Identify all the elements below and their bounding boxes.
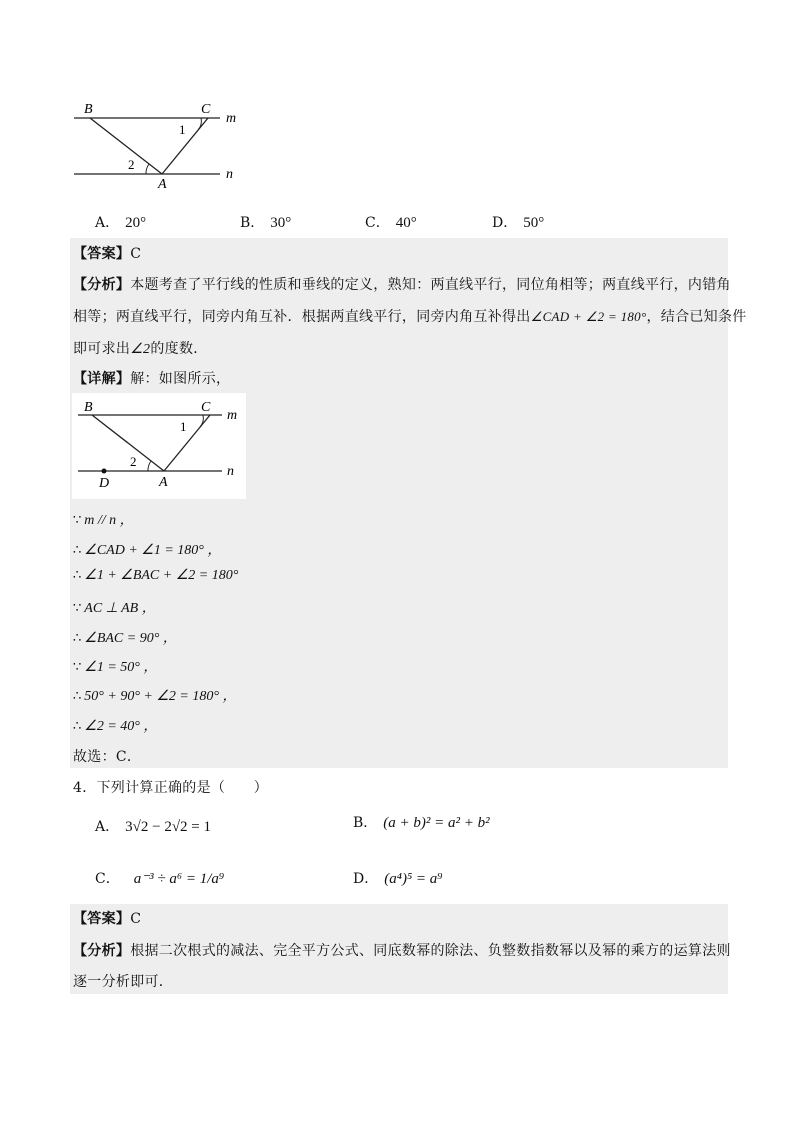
q3-analysis-line-3: 即可求出∠2的度数．: [73, 341, 208, 357]
q3-answer: 【答案】C: [73, 246, 142, 262]
q3-option-b: B． 30°: [240, 215, 292, 231]
proof-step-5: ∴ ∠BAC = 90° ，: [73, 631, 177, 646]
proof-step-7: ∴ 50° + 90° + ∠2 = 180° ，: [73, 689, 237, 704]
label-m: m: [226, 111, 237, 126]
q4-answer: 【答案】C: [73, 911, 142, 927]
q4-analysis-line-1: 【分析】根据二次根式的减法、完全平方公式、同底数幂的除法、负整数指数幂以及幂的乘方的运算法则: [73, 943, 731, 959]
q4-stem: 4．下列计算正确的是（ ）: [73, 780, 269, 796]
q4-option-a: A． 3√2 − 2√2 = 1: [95, 819, 212, 835]
geometry-figure-1: [70, 98, 250, 190]
label-B: B: [84, 400, 93, 415]
label-B: B: [84, 102, 93, 117]
q4-option-c: C． a⁻³ ÷ a⁶ = 1/a⁹: [95, 871, 225, 887]
label-m: m: [227, 408, 238, 423]
label-A: A: [159, 475, 168, 490]
proof-step-4: ∵ AC ⊥ AB ，: [73, 601, 156, 616]
label-C: C: [201, 400, 211, 415]
q3-option-a: A． 20°: [95, 215, 147, 231]
label-n: n: [226, 167, 233, 182]
label-C: C: [201, 102, 211, 117]
q3-conclusion: 故选：C．: [73, 749, 142, 765]
label-angle-2: 2: [130, 454, 137, 469]
label-D: D: [99, 476, 110, 491]
label-A: A: [158, 177, 167, 190]
geometry-figure-2: [72, 393, 246, 499]
label-angle-2: 2: [128, 157, 135, 172]
label-angle-1: 1: [179, 122, 186, 137]
proof-step-8: ∴ ∠2 = 40° ，: [73, 719, 158, 734]
proof-step-2: ∴ ∠CAD + ∠1 = 180° ，: [73, 543, 222, 558]
q4-analysis-line-2: 逐一分析即可．: [73, 974, 174, 990]
proof-step-1: ∵ m // n ，: [73, 513, 134, 528]
q3-analysis-line-2: 相等；两直线平行，同旁内角互补．根据两直线平行，同旁内角互补得出∠CAD + ∠2 = 180°，结合已知条件: [73, 309, 747, 325]
q4-option-b: B． (a + b)² = a² + b²: [353, 815, 490, 831]
q3-option-d: D． 50°: [492, 215, 545, 231]
label-n: n: [227, 464, 234, 479]
q3-analysis-line-1: 【分析】本题考查了平行线的性质和垂线的定义，熟知：两直线平行，同位角相等；两直线平行，内错角: [73, 277, 731, 293]
q4-option-d: D． (a⁴)⁵ = a⁹: [353, 871, 443, 887]
label-angle-1: 1: [180, 419, 187, 434]
proof-step-6: ∵ ∠1 = 50° ，: [73, 660, 158, 675]
q3-option-c: C． 40°: [365, 215, 417, 231]
proof-step-3: ∴ ∠1 + ∠BAC + ∠2 = 180°: [73, 568, 239, 583]
q3-detail: 【详解】解：如图所示，: [73, 371, 231, 387]
point-D: [102, 469, 107, 474]
